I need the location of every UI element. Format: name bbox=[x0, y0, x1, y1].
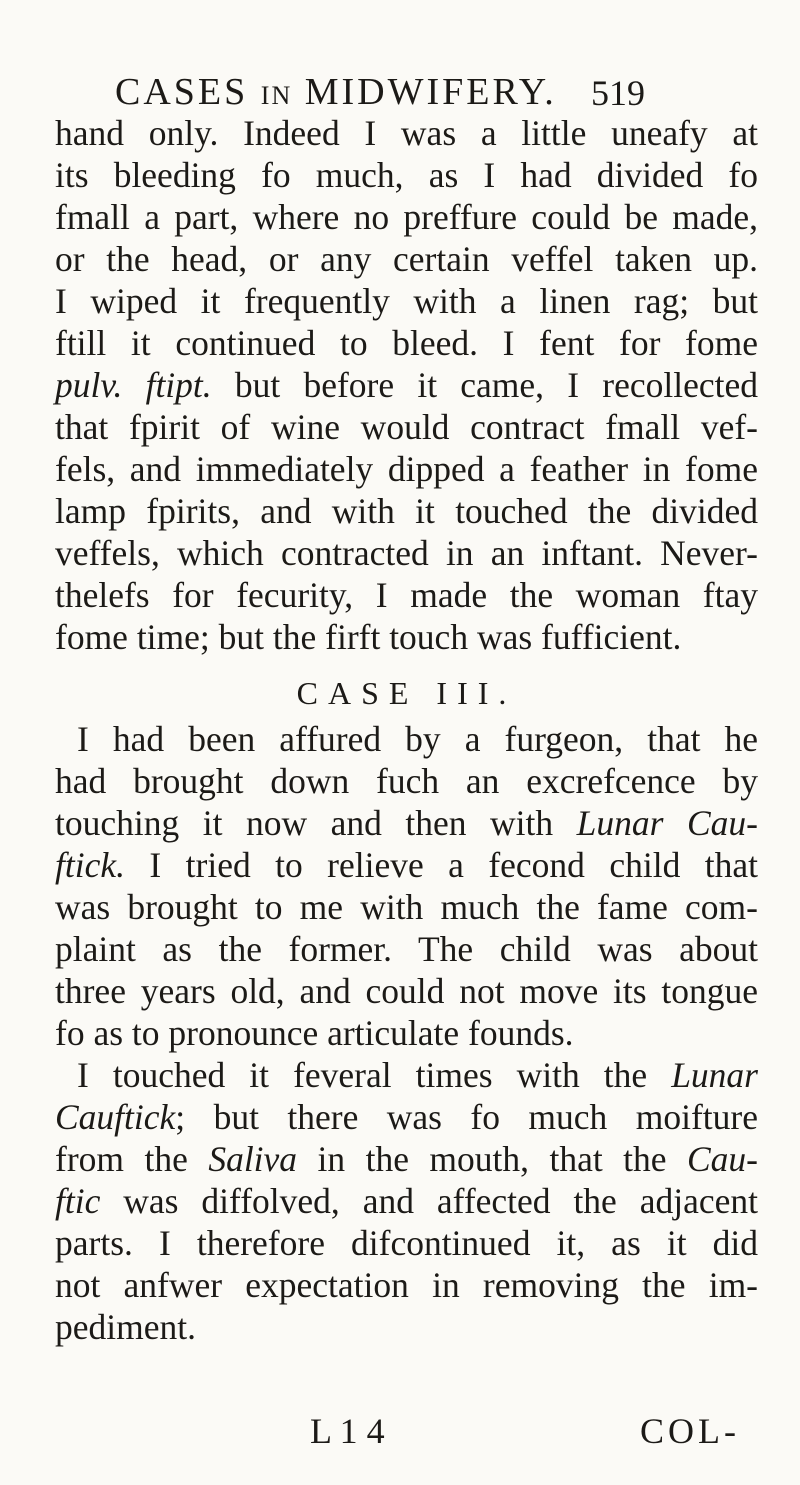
text-line: I had been affured by a furgeon, that he bbox=[77, 719, 758, 759]
text-line: thelefs for fecurity, I made the woman ftay bbox=[55, 575, 758, 615]
italic-term: Lunar Cau- bbox=[576, 803, 758, 843]
running-head bbox=[115, 70, 557, 114]
text-line: fels, and immediately dipped a feather in fome bbox=[55, 449, 758, 489]
text-line bbox=[55, 844, 758, 886]
text-line: three years old, and could not move its tongue bbox=[55, 971, 758, 1011]
page-number: 519 bbox=[591, 73, 645, 113]
text-line bbox=[55, 1180, 758, 1222]
text-fragment: touching it now and then with bbox=[55, 803, 577, 843]
text-line: fo as to pronounce articulate founds. bbox=[55, 1013, 574, 1053]
text-line bbox=[55, 1138, 758, 1180]
italic-term: ftick. bbox=[55, 845, 125, 885]
signature-mark: L 1 4 bbox=[310, 1411, 385, 1451]
text-line: veffels, which contracted in an inftant. Never- bbox=[55, 533, 758, 573]
text-line: was brought to me with much the fame com- bbox=[55, 887, 758, 927]
text-fragment: I touched it feveral times with the bbox=[77, 1055, 672, 1095]
catchword: COL- bbox=[640, 1411, 740, 1451]
body-text bbox=[55, 112, 758, 1348]
italic-term: pulv. ftipt. bbox=[55, 365, 212, 405]
text-line bbox=[55, 802, 758, 844]
text-line: or the head, or any certain veffel taken up. bbox=[55, 239, 758, 279]
page-footer bbox=[310, 1410, 740, 1452]
text-line: that fpirit of wine would contract fmall vef- bbox=[55, 407, 758, 447]
text-fragment: was diffolved, and affected the adjacent bbox=[100, 1181, 758, 1221]
text-line: fmall a part, where no preffure could be made, bbox=[55, 197, 758, 237]
text-line: lamp fpirits, and with it touched the divided bbox=[55, 491, 758, 531]
running-head-in: IN bbox=[260, 81, 293, 110]
text-line: I wiped it frequently with a linen rag; but bbox=[55, 281, 758, 321]
text-fragment: in the mouth, that the bbox=[297, 1139, 687, 1179]
text-line: not anfwer expectation in removing the im- bbox=[55, 1265, 758, 1305]
italic-term: Lunar bbox=[671, 1055, 758, 1095]
text-line bbox=[55, 1096, 758, 1138]
text-line: plaint as the former. The child was about bbox=[55, 929, 758, 969]
running-head-midwifery: MIDWIFERY. bbox=[304, 71, 557, 113]
text-line bbox=[55, 1054, 758, 1096]
running-head-cases: CASES bbox=[115, 71, 249, 113]
text-fragment: I tried to relieve a fecond child that bbox=[124, 845, 758, 885]
text-line: fome time; but the firft touch was fufficient. bbox=[55, 617, 682, 657]
case-heading: CASE III. bbox=[296, 675, 517, 711]
text-line: ftill it continued to bleed. I fent for fome bbox=[55, 323, 758, 363]
text-line bbox=[55, 364, 758, 406]
text-fragment: but before it came, I recollected bbox=[211, 365, 758, 405]
text-line: hand only. Indeed I was a little uneafy at bbox=[55, 113, 758, 153]
italic-term: Cau- bbox=[687, 1139, 758, 1179]
text-line: its bleeding fo much, as I had divided fo bbox=[55, 155, 758, 195]
text-fragment: ; but there was fo much moifture bbox=[175, 1097, 758, 1137]
text-line: had brought down fuch an excrefcence by bbox=[55, 761, 758, 801]
text-fragment: from the bbox=[55, 1139, 209, 1179]
text-line: pediment. bbox=[55, 1307, 196, 1347]
text-line: parts. I therefore difcontinued it, as it did bbox=[55, 1223, 758, 1263]
italic-term: Saliva bbox=[208, 1139, 298, 1179]
italic-term: ftic bbox=[55, 1181, 101, 1221]
italic-term: Cauftick bbox=[55, 1097, 176, 1137]
